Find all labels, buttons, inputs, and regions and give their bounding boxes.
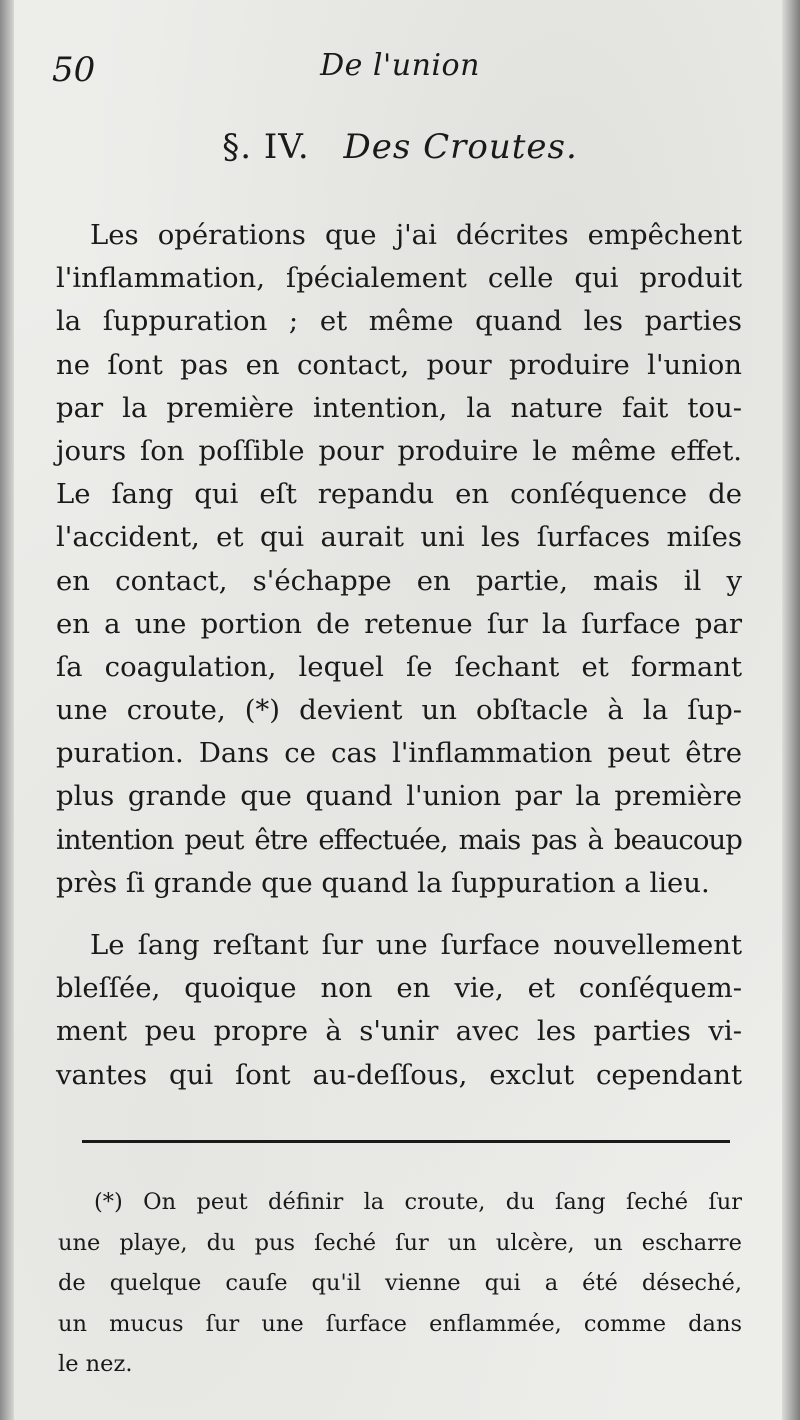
text-line: près ſi grande que quand la ſuppuration a lieu. xyxy=(56,866,710,899)
text-line: en a une portion de retenue ſur la ſurface par xyxy=(56,607,742,640)
section-number: §. IV. xyxy=(222,127,310,167)
page-number: 50 xyxy=(52,50,96,90)
text-line: Le ſang reſtant ſur une ſurface nouvellement xyxy=(90,929,742,961)
text-line: Le ſang qui eſt repandu en conſéquence de xyxy=(56,478,742,511)
footnote-line: une playe, du pus ſeché ſur un ulcère, un escharre xyxy=(58,1229,742,1256)
paragraph-2 xyxy=(56,924,742,1097)
page-left-edge-shadow xyxy=(0,0,14,1420)
footnote-line: de quelque cauſe qu'il vienne qui a été déseché, xyxy=(58,1270,742,1296)
footnote-line: (*) On peut définir la croute, du ſang ſeché ſur xyxy=(94,1189,742,1215)
text-line: plus grande que quand l'union par la première xyxy=(56,780,742,813)
text-line: jours ſon poſſible pour produire le même effet. xyxy=(56,434,742,467)
text-line: ſa coagulation, lequel ſe ſechant et formant xyxy=(56,650,742,683)
page-right-edge-shadow xyxy=(782,0,800,1420)
text-line: vantes qui ſont au-deſſous, exclut cependant xyxy=(56,1058,742,1091)
paragraph-1 xyxy=(56,214,742,905)
text-line: puration. Dans ce cas l'inflammation peut être xyxy=(56,737,742,770)
text-line: l'accident, et qui aurait uni les ſurfaces miſes xyxy=(56,521,742,554)
running-head: De l'union xyxy=(320,48,480,83)
footnote-line: un mucus ſur une ſurface enflammée, comme dans xyxy=(58,1310,742,1337)
text-line: intention peut être effectuée, mais pas à beaucoup xyxy=(56,823,742,856)
section-heading xyxy=(0,127,800,167)
text-line: ne ſont pas en contact, pour produire l'union xyxy=(56,348,742,381)
footnote-line: le nez. xyxy=(58,1351,133,1377)
footnote xyxy=(58,1182,742,1385)
section-title: Des Croutes. xyxy=(343,127,578,167)
footnote-divider xyxy=(82,1140,730,1143)
text-line: Les opérations que j'ai décrites empêchent xyxy=(90,219,742,251)
text-line: par la première intention, la nature fait tou- xyxy=(56,391,742,424)
text-line: la ſuppuration ; et même quand les parties xyxy=(56,305,742,338)
text-line: en contact, s'échappe en partie, mais il y xyxy=(56,564,742,597)
text-line: ment peu propre à s'unir avec les parties vi- xyxy=(56,1015,742,1048)
text-line: bleſſée, quoique non en vie, et conſéquem- xyxy=(56,972,742,1005)
text-line: l'inflammation, ſpécialement celle qui produit xyxy=(56,262,742,295)
text-line: une croute, (*) devient un obſtacle à la ſup- xyxy=(56,694,742,727)
